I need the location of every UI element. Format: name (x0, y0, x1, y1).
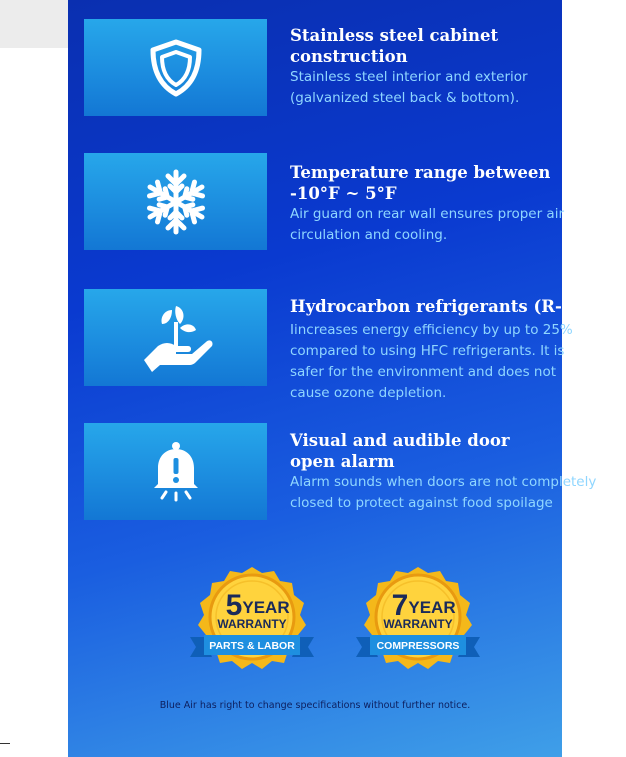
badge-ribbon-text: PARTS & LABOR (209, 640, 295, 652)
badge-warranty: WARRANTY (383, 617, 453, 631)
warranty-badge-7-year (348, 565, 488, 675)
bell-alarm-icon (148, 440, 204, 504)
badge-number: 7 (391, 589, 409, 622)
feature-icon-box-1 (84, 19, 267, 116)
feature-desc: Alarm sounds when doors are not completely closed to protect against food spoilage (290, 474, 597, 511)
feature-4 (290, 430, 626, 514)
feature-desc: Iincreases energy efficiency by up to 25% compared to using HFC refrigerants. It is safer for the environment and does not cause ozone depletion. (290, 322, 573, 401)
feature-title: Visual and audible door open alarm (290, 431, 510, 471)
feature-desc: Air guard on rear wall ensures proper air circulation and cooling. (290, 206, 564, 243)
snowflake-icon (140, 166, 212, 238)
left-margin (0, 0, 68, 757)
badge-number: 5 (225, 589, 243, 622)
badge-warranty: WARRANTY (217, 617, 287, 631)
shield-icon (146, 38, 206, 98)
feature-title: Stainless steel cabinet construction (290, 26, 499, 66)
badge-year: YEAR (242, 598, 290, 617)
badge-ribbon-text: COMPRESSORS (376, 640, 460, 652)
left-rule (0, 743, 10, 744)
feature-1 (290, 25, 626, 109)
left-gray-band (0, 0, 68, 48)
feature-panel (68, 0, 605, 757)
feature-title: Hydrocarbon refrigerants (R-290) (290, 297, 605, 316)
disclaimer-note: Blue Air has right to change specifications without further notice. (159, 700, 471, 711)
plant-hand-icon (136, 302, 216, 374)
feature-icon-box-3 (84, 289, 267, 386)
feature-2 (290, 162, 626, 246)
warranty-badge-5-year (182, 565, 322, 675)
feature-title: Temperature range between -10°F ~ 5°F (290, 163, 551, 203)
feature-3 (290, 296, 626, 404)
feature-icon-box-4 (84, 423, 267, 520)
badge-year: YEAR (408, 598, 456, 617)
feature-icon-box-2 (84, 153, 267, 250)
feature-desc: Stainless steel interior and exterior (galvanized steel back & bottom). (290, 69, 528, 106)
